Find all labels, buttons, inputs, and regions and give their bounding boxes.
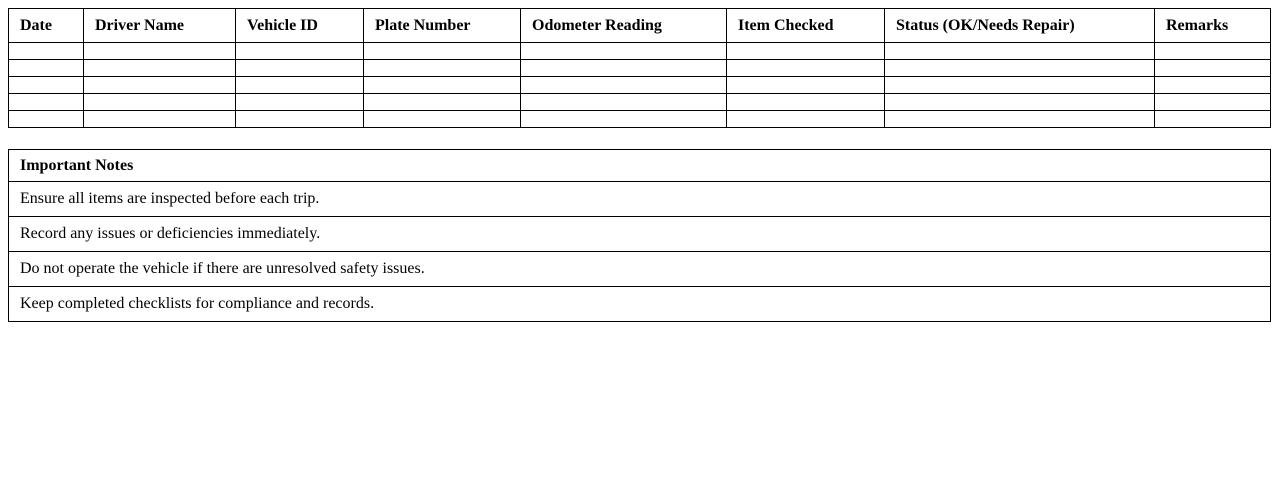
empty-cell: [364, 94, 521, 111]
column-header-plate-number: Plate Number: [364, 9, 521, 43]
empty-cell: [236, 43, 364, 60]
note-text: Keep completed checklists for compliance and records.: [9, 287, 1271, 322]
note-row: [9, 287, 1271, 322]
empty-cell: [727, 43, 885, 60]
empty-cell: [1155, 77, 1271, 94]
empty-checklist-row: [9, 43, 1271, 60]
note-row: [9, 182, 1271, 217]
note-text: Record any issues or deficiencies immediately.: [9, 217, 1271, 252]
column-header-driver-name: Driver Name: [84, 9, 236, 43]
note-text: Ensure all items are inspected before each trip.: [9, 182, 1271, 217]
empty-cell: [364, 60, 521, 77]
empty-cell: [9, 111, 84, 128]
notes-header-row: [9, 150, 1271, 182]
empty-cell: [521, 94, 727, 111]
empty-cell: [84, 43, 236, 60]
empty-cell: [521, 43, 727, 60]
empty-cell: [236, 111, 364, 128]
empty-checklist-row: [9, 111, 1271, 128]
empty-cell: [521, 77, 727, 94]
empty-cell: [236, 60, 364, 77]
empty-checklist-row: [9, 60, 1271, 77]
empty-cell: [521, 60, 727, 77]
note-text: Do not operate the vehicle if there are unresolved safety issues.: [9, 252, 1271, 287]
empty-cell: [9, 43, 84, 60]
column-header-remarks: Remarks: [1155, 9, 1271, 43]
checklist-table: [8, 8, 1271, 128]
empty-cell: [727, 77, 885, 94]
empty-cell: [9, 94, 84, 111]
empty-cell: [1155, 43, 1271, 60]
empty-cell: [9, 60, 84, 77]
empty-cell: [521, 111, 727, 128]
notes-table: [8, 149, 1271, 322]
empty-cell: [236, 94, 364, 111]
notes-title: Important Notes: [9, 150, 1271, 182]
column-header-odometer-reading: Odometer Reading: [521, 9, 727, 43]
empty-cell: [236, 77, 364, 94]
empty-cell: [1155, 94, 1271, 111]
empty-cell: [364, 77, 521, 94]
empty-cell: [84, 111, 236, 128]
empty-cell: [885, 111, 1155, 128]
empty-cell: [885, 77, 1155, 94]
empty-cell: [885, 94, 1155, 111]
empty-cell: [1155, 60, 1271, 77]
empty-cell: [364, 111, 521, 128]
empty-cell: [727, 94, 885, 111]
empty-checklist-row: [9, 77, 1271, 94]
empty-cell: [364, 43, 521, 60]
empty-cell: [885, 43, 1155, 60]
empty-cell: [84, 77, 236, 94]
empty-cell: [84, 94, 236, 111]
column-header-vehicle-id: Vehicle ID: [236, 9, 364, 43]
empty-cell: [9, 77, 84, 94]
note-row: [9, 217, 1271, 252]
empty-cell: [727, 60, 885, 77]
column-header-item-checked: Item Checked: [727, 9, 885, 43]
empty-cell: [1155, 111, 1271, 128]
checklist-header-row: [9, 9, 1271, 43]
column-header-status: Status (OK/Needs Repair): [885, 9, 1155, 43]
empty-cell: [885, 60, 1155, 77]
column-header-date: Date: [9, 9, 84, 43]
empty-cell: [84, 60, 236, 77]
empty-cell: [727, 111, 885, 128]
note-row: [9, 252, 1271, 287]
empty-checklist-row: [9, 94, 1271, 111]
